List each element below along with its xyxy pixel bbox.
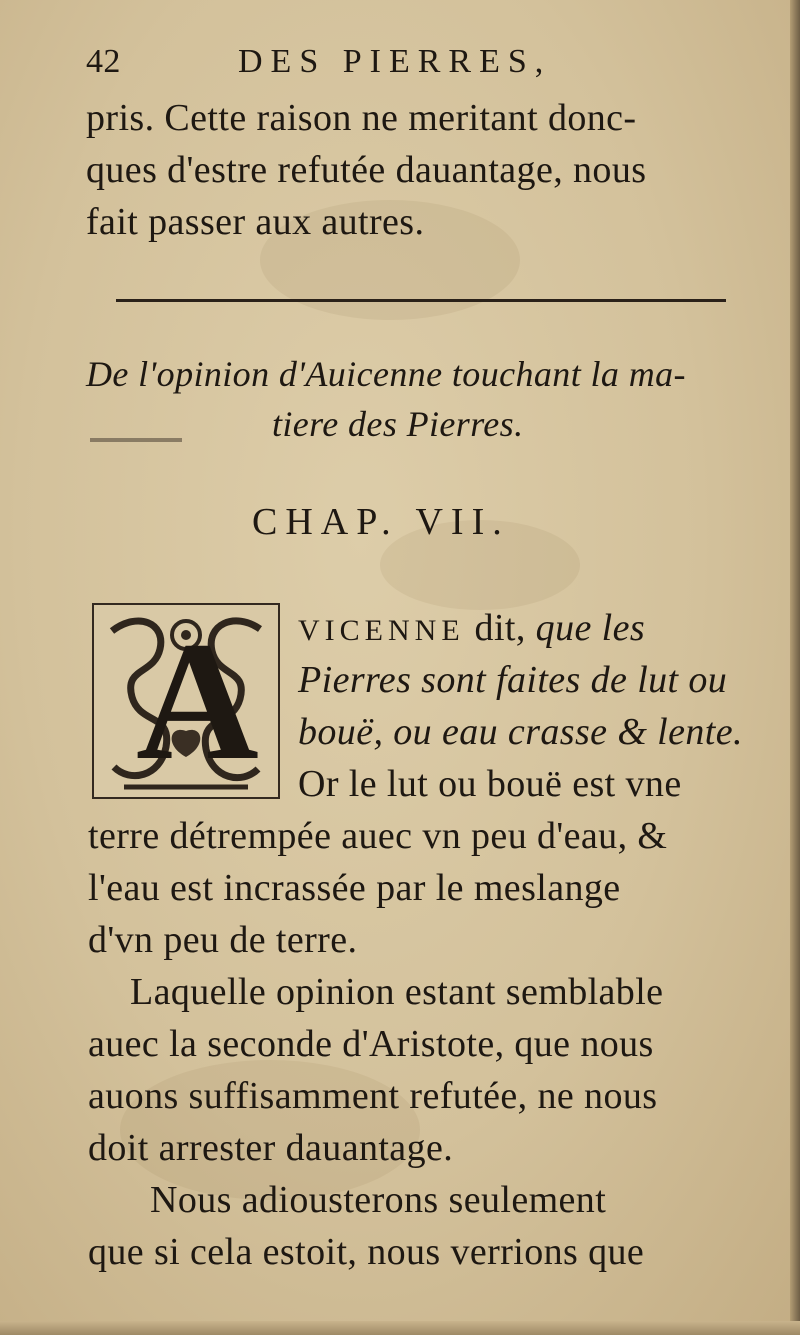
page-edge-right <box>790 0 800 1335</box>
running-title: DES PIERRES, <box>238 43 552 80</box>
page-number: 42 <box>86 43 121 80</box>
book-page: 42 DES PIERRES, pris. Cette raison ne meritant donc- ques d'estre refutée dauantage, nous fait passer aux autres. De l'opinion d'Auicenne touchant la ma- tiere des Pierres. CHAP. VII. A VICENNE dit, que les Pierres sont faites de lut ou bouë, ou eau crasse & lente. Or le lut ou bouë est vne terre détrempée auec vn peu d'eau, & l'eau est incrassée par le meslange d'vn peu de terre. Laquelle opinion estant semblable auec la seconde d'Aristote, que nous auons suffisamment refutée, ne nous doit arrester dauantage. Nous adiousterons seulement que si cela estoit, nous verrions que <box>0 0 800 1335</box>
page-edge-bottom <box>0 1321 800 1335</box>
ornamental-initial-icon <box>92 603 280 799</box>
ink-smudge <box>90 438 182 442</box>
initial-letter: A <box>136 607 259 795</box>
smallcaps-word: VICENNE <box>298 614 465 647</box>
horizontal-rule <box>116 299 726 302</box>
